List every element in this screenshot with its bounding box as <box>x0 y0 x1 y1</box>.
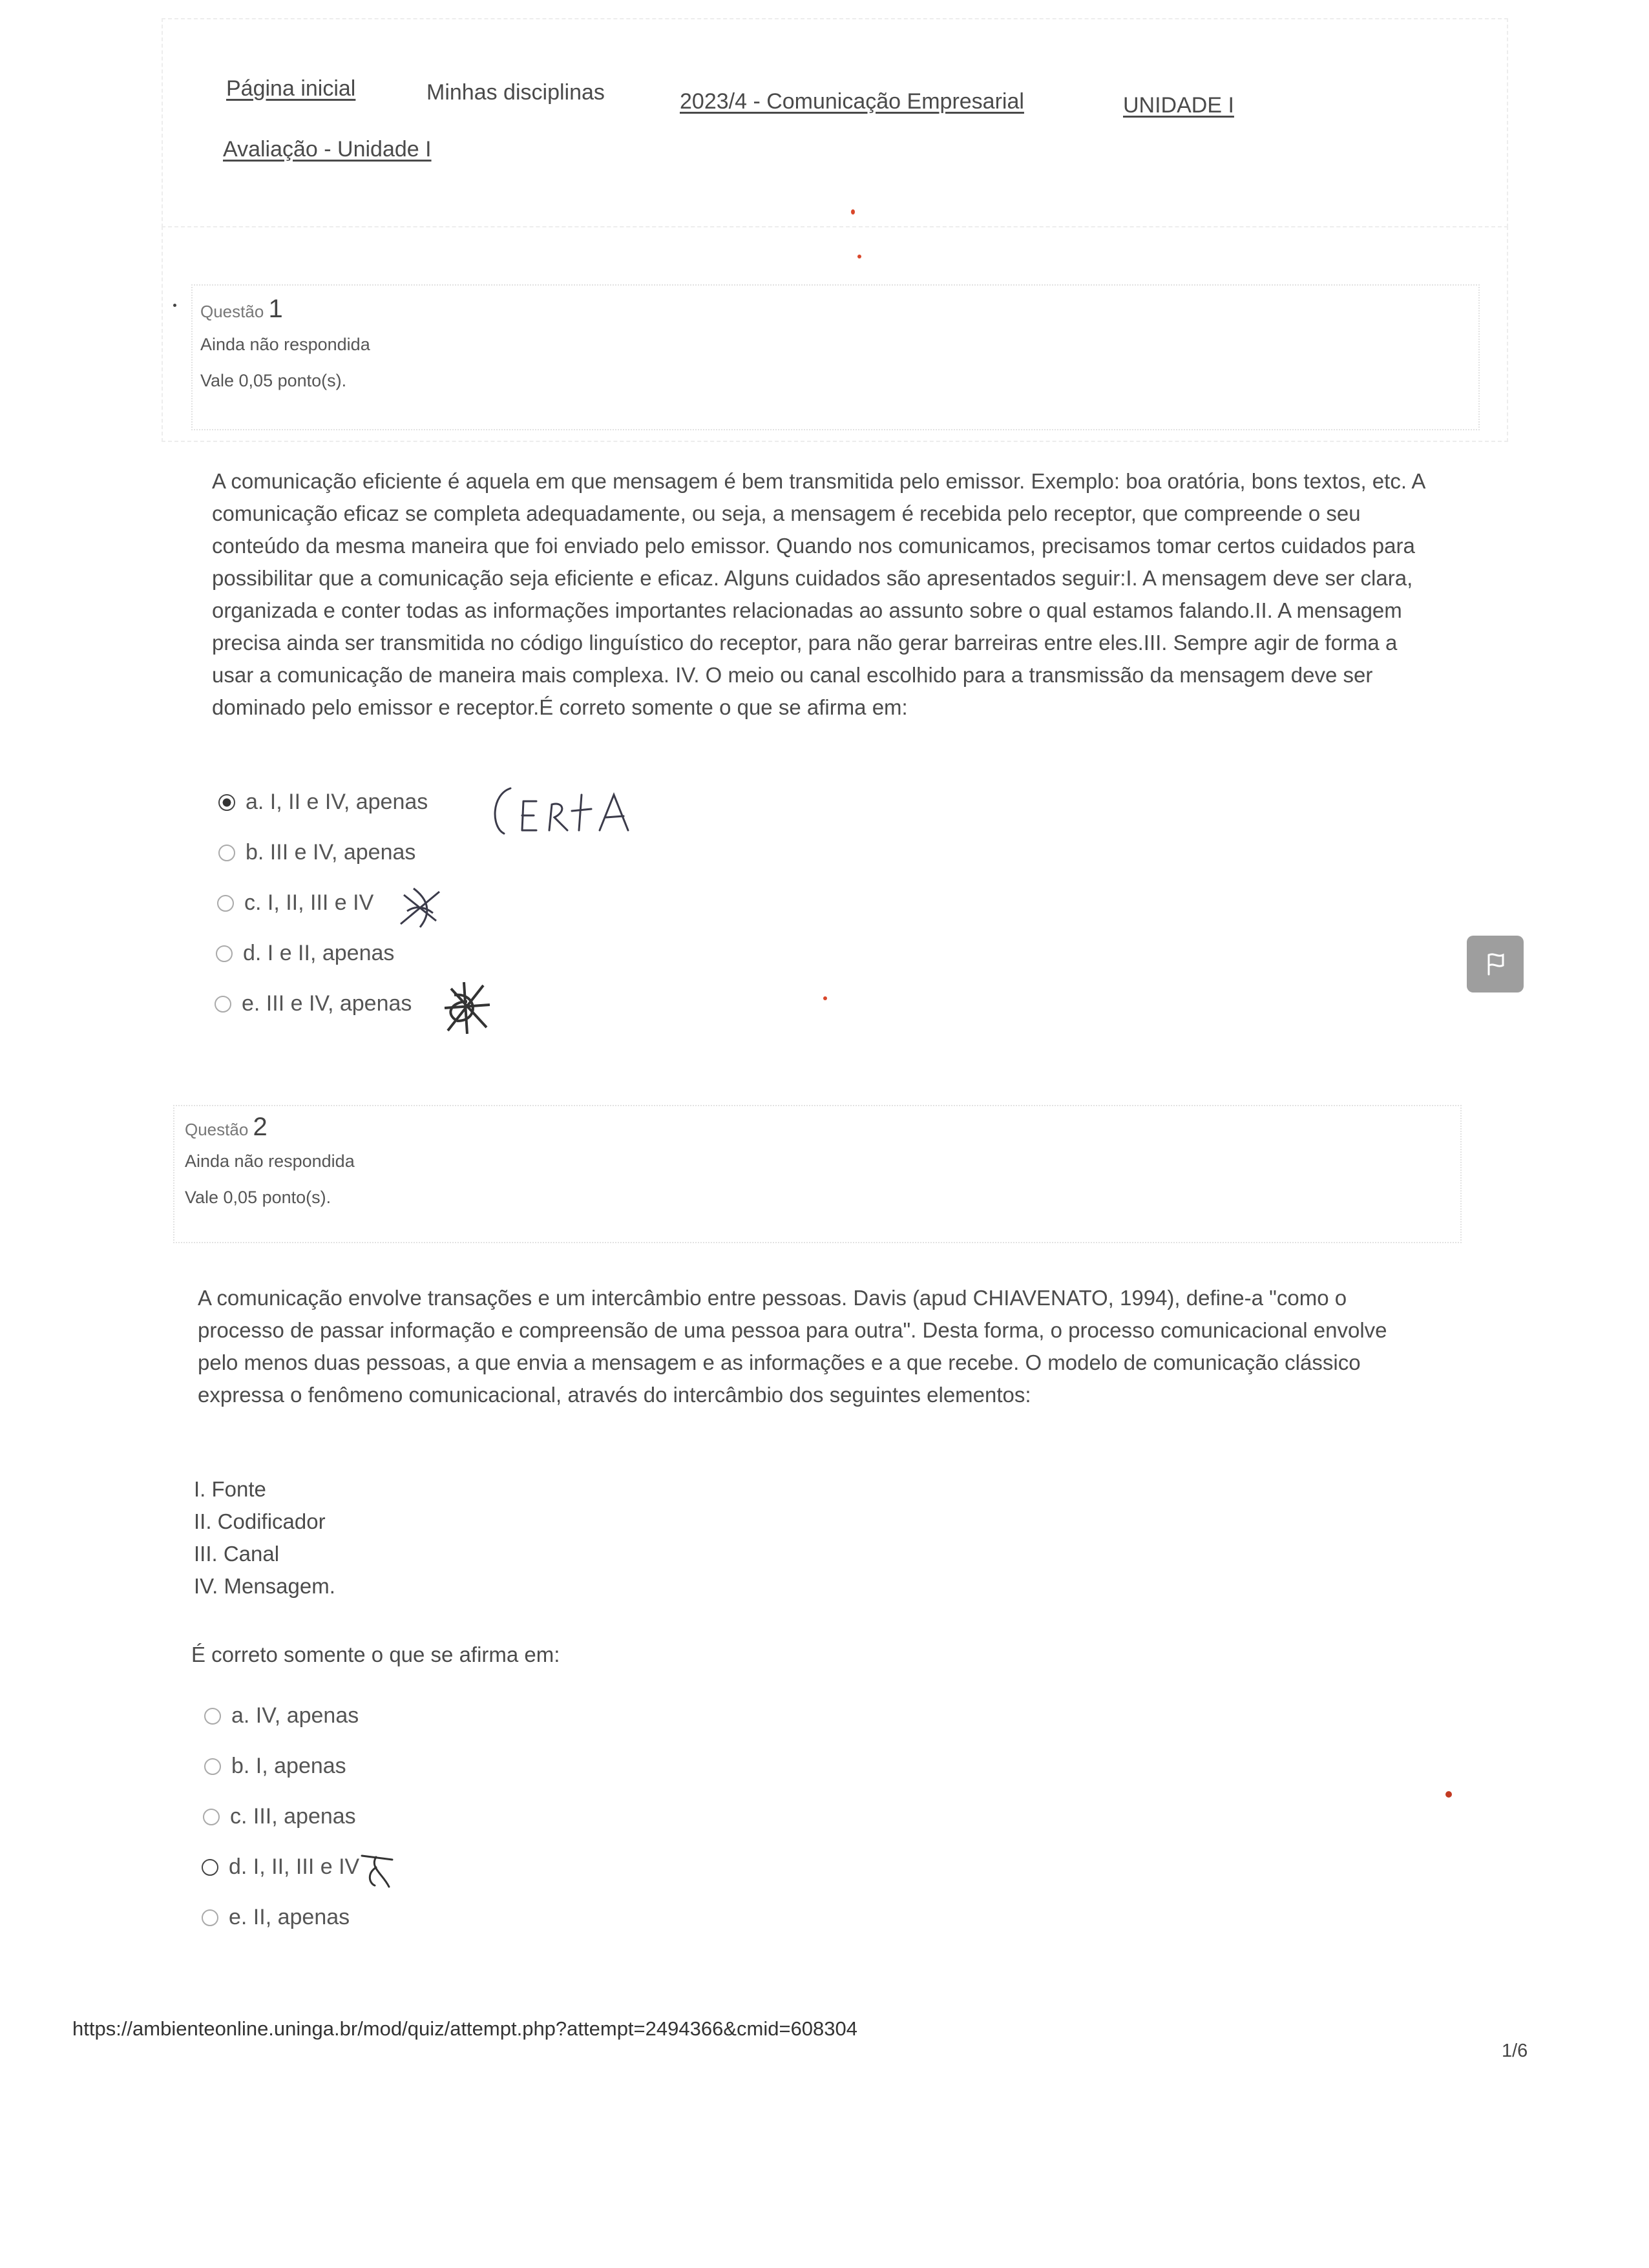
breadcrumb-quiz-link[interactable]: Avaliação - Unidade I <box>223 137 432 162</box>
question-2-option-e[interactable] <box>202 1905 350 1930</box>
question-1-option-d[interactable] <box>216 941 394 966</box>
question-1-option-c[interactable] <box>217 890 373 916</box>
radio-icon[interactable] <box>218 794 235 811</box>
radio-icon[interactable] <box>215 996 231 1013</box>
handwritten-cross-mark <box>394 882 446 934</box>
footer-url: https://ambienteonline.uninga.br/mod/quiz/attempt.php?attempt=2494366&cmid=608304 <box>72 2017 858 2040</box>
radio-icon[interactable] <box>218 845 235 861</box>
question-2-number-value: 2 <box>253 1113 268 1141</box>
handwritten-scribble-mark <box>438 976 496 1040</box>
question-2-number <box>185 1113 268 1142</box>
question-2-points: Vale 0,05 ponto(s). <box>185 1188 331 1207</box>
flag-question-icon <box>1480 949 1511 980</box>
page-number: 1/6 <box>1502 2041 1528 2061</box>
handwritten-check-mark <box>357 1848 402 1893</box>
question-1-number-value: 1 <box>268 295 283 323</box>
question-2-item-3: III. Canal <box>194 1542 280 1566</box>
scan-speck <box>173 304 176 307</box>
breadcrumb-my-courses-link[interactable]: Minhas disciplinas <box>426 80 605 105</box>
question-2-text: A comunicação envolve transações e um intercâmbio entre pessoas. Davis (apud CHIAVENATO, 1994), define-a "como o processo de passar informação e compreensão de uma pessoa para outra". Desta forma, o processo comunicacional envolve pelo menos duas pessoas, a que envia a mensagem e as informações e a que recebe. O modelo de comunicação clássico expressa o fenômeno comunicacional, através do intercâmbio dos seguintes elementos: <box>198 1286 1387 1407</box>
question-2-prompt: É correto somente o que se afirma em: <box>191 1643 560 1666</box>
radio-icon[interactable] <box>204 1758 221 1775</box>
option-label: e. II, apenas <box>229 1905 350 1929</box>
question-2-option-d[interactable] <box>202 1854 359 1880</box>
option-label: a. IV, apenas <box>231 1703 359 1728</box>
option-label: d. I, II, III e IV <box>229 1854 360 1879</box>
question-2-item-2: II. Codificador <box>194 1509 326 1533</box>
scan-speck <box>857 255 861 258</box>
question-2-item-4: IV. Mensagem. <box>194 1574 335 1598</box>
question-1-label: Questão <box>200 302 264 321</box>
question-2-option-a[interactable] <box>204 1703 359 1728</box>
option-label: a. I, II e IV, apenas <box>246 790 428 814</box>
question-1-points: Vale 0,05 ponto(s). <box>200 371 347 390</box>
breadcrumb-unit-link[interactable]: UNIDADE I <box>1123 93 1234 118</box>
scan-speck <box>823 996 827 1000</box>
handwritten-certa-note <box>485 775 653 846</box>
option-label: b. III e IV, apenas <box>246 840 416 865</box>
radio-icon[interactable] <box>202 1909 218 1926</box>
breadcrumb-home-link[interactable]: Página inicial <box>226 76 356 101</box>
question-1-text: A comunicação eficiente é aquela em que mensagem é bem transmitida pelo emissor. Exemplo: boa oratória, bons textos, etc. A comunicação eficaz se completa adequadamente, ou seja, a mensagem é recebida pelo receptor, que compreende o seu conteúdo da mesma maneira que foi enviado pelo emissor. Quando nos comunicamos, precisamos tomar certos cuidados para possibilitar que a comunicação seja eficiente e eficaz. Alguns cuidados são apresentados seguir:I. A mensagem deve ser clara, organizada e conter todas as informações importantes relacionadas ao assunto sobre o qual estamos falando.II. A mensagem precisa ainda ser transmitida no código linguístico do receptor, para não gerar barreiras entre eles.III. Sempre agir de forma a usar a comunicação de maneira mais complexa. IV. O meio ou canal escolhido para a transmissão da mensagem deve ser dominado pelo emissor e receptor.É correto somente o que se afirma em: <box>212 469 1425 719</box>
option-label: c. III, apenas <box>230 1804 356 1829</box>
question-2-info <box>173 1105 1462 1243</box>
question-2-option-c[interactable] <box>203 1804 356 1829</box>
radio-icon[interactable] <box>217 895 234 912</box>
question-2-label: Questão <box>185 1120 249 1139</box>
option-label: d. I e II, apenas <box>243 941 395 965</box>
radio-icon[interactable] <box>203 1809 220 1825</box>
question-1-info <box>191 284 1480 430</box>
radio-icon[interactable] <box>202 1859 218 1876</box>
radio-icon[interactable] <box>216 945 233 962</box>
question-1-option-b[interactable] <box>218 840 415 865</box>
scan-speck <box>851 209 855 215</box>
radio-icon[interactable] <box>204 1708 221 1725</box>
question-2-status: Ainda não respondida <box>185 1151 355 1171</box>
scan-speck <box>1445 1791 1452 1798</box>
option-label: b. I, apenas <box>231 1754 346 1778</box>
question-1-option-e[interactable] <box>215 991 412 1016</box>
breadcrumb-course-link[interactable]: 2023/4 - Comunicação Empresarial <box>680 89 1024 114</box>
option-label: e. III e IV, apenas <box>242 991 412 1016</box>
question-2-option-b[interactable] <box>204 1754 346 1779</box>
option-label: c. I, II, III e IV <box>244 890 374 915</box>
header-frame <box>162 18 1508 227</box>
question-1-number <box>200 295 283 324</box>
question-2-item-1: I. Fonte <box>194 1477 266 1501</box>
question-1-status: Ainda não respondida <box>200 335 370 354</box>
flag-question-button[interactable] <box>1467 936 1524 992</box>
question-1-option-a[interactable] <box>218 790 428 815</box>
